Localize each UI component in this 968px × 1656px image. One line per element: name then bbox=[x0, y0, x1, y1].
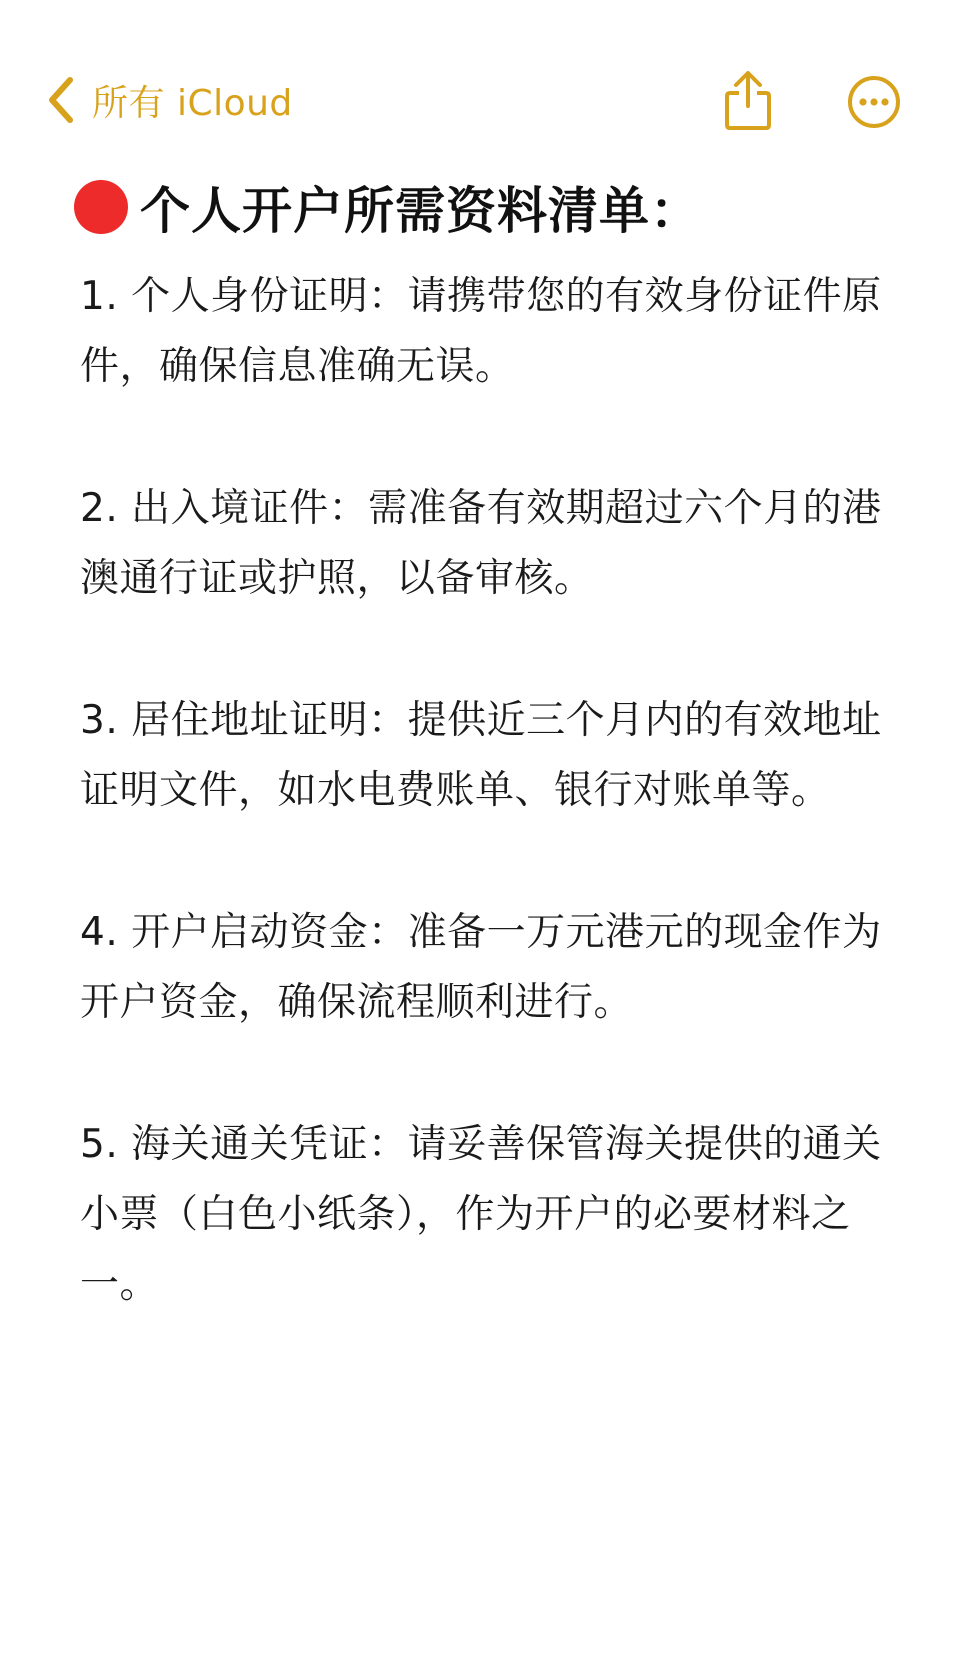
chevron-left-icon bbox=[46, 76, 76, 124]
note-body bbox=[74, 170, 910, 1320]
note-title: 个人开户所需资料清单： bbox=[140, 182, 701, 240]
share-button[interactable] bbox=[722, 68, 774, 132]
list-item: 2. 出入境证件：需准备有效期超过六个月的港澳通行证或护照，以备审核。 bbox=[80, 486, 882, 601]
back-button-label: 所有 iCloud bbox=[92, 82, 293, 124]
more-options-button[interactable] bbox=[846, 74, 902, 130]
ellipsis-circle-icon bbox=[846, 115, 902, 134]
list-item: 5. 海关通关凭证：请妥善保管海关提供的通关小票（白色小纸条），作为开户的必要材料之一。 bbox=[80, 1122, 882, 1307]
list-item: 4. 开户启动资金：准备一万元港元的现金作为开户资金，确保流程顺利进行。 bbox=[80, 910, 882, 1025]
back-button[interactable] bbox=[46, 68, 293, 132]
list-item: 3. 居住地址证明：提供近三个月内的有效地址证明文件，如水电费账单、银行对账单等。 bbox=[80, 698, 882, 813]
red-circle-icon bbox=[74, 180, 128, 234]
note-heading bbox=[74, 170, 910, 244]
navigation-bar bbox=[0, 60, 968, 140]
list-item: 1. 个人身份证明：请携带您的有效身份证件原件，确保信息准确无误。 bbox=[80, 274, 882, 389]
requirements-list bbox=[74, 262, 910, 1320]
share-icon bbox=[722, 117, 774, 136]
